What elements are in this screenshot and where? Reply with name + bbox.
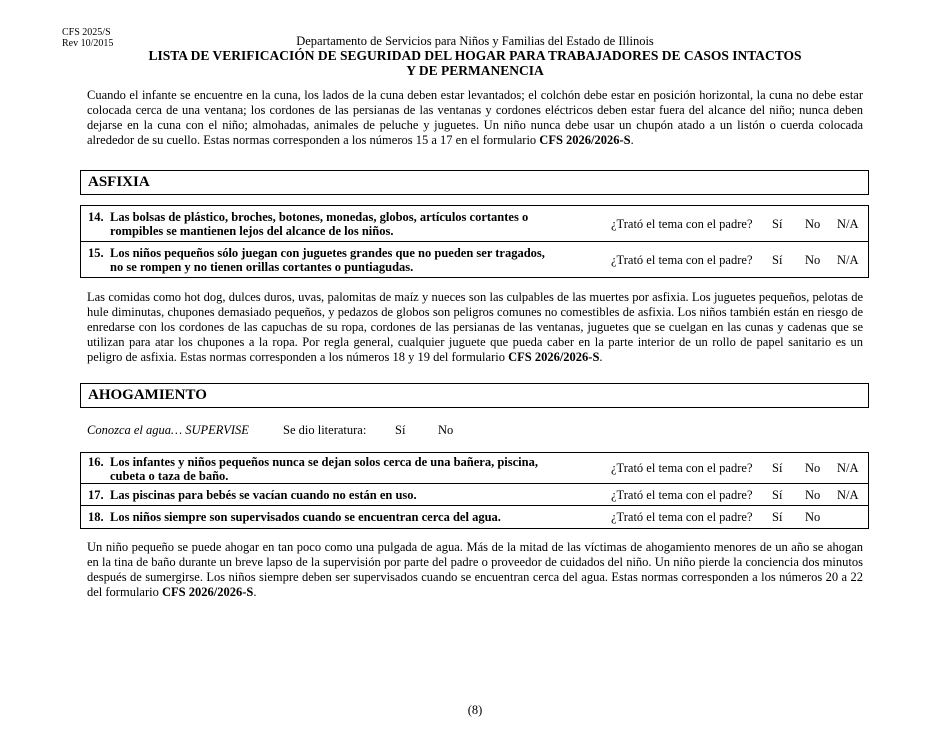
discussed-with-parent-label: ¿Trató el tema con el padre? [611,510,753,524]
checklist-row [81,242,868,277]
checklist-row [81,484,868,506]
section-heading-ahogamiento: AHOGAMIENTO [80,383,869,408]
option-yes[interactable]: Sí [772,461,783,475]
intro-form-ref: CFS 2026/2026-S [539,133,631,147]
question-text: Los infantes y niños pequeños nunca se dejan solos cerca de una bañera, piscina, cubeta o taza de baño. [110,455,538,483]
intro-end: . [630,133,634,147]
form-code: CFS 2025/S [62,27,111,38]
option-na[interactable]: N/A [837,488,859,502]
title-line-1: LISTA DE VERIFICACIÓN DE SEGURIDAD DEL HOGAR PARA TRABAJADORES DE CASOS INTACTOS [148,48,802,63]
question-number: 17. [88,488,104,502]
question-text: Los niños pequeños sólo juegan con juguetes grandes que no pueden ser tragados, no se rompen y no tienen orillas cortantes o puntiagudas. [110,246,545,274]
discussed-with-parent-label: ¿Trató el tema con el padre? [611,461,753,475]
discussed-with-parent-label: ¿Trató el tema con el padre? [611,488,753,502]
option-yes[interactable]: Sí [772,510,783,524]
option-no[interactable]: No [805,217,821,231]
asfixia-checklist [80,205,869,278]
asfixia-paragraph [87,290,863,365]
option-yes[interactable]: Sí [772,488,783,502]
question-number: 16. [88,455,104,469]
asfixia-text: Las comidas como hot dog, dulces duros, uvas, palomitas de maíz y nueces son las culpables de las muertes por asfixia. Los juguetes pequeños, pelotas de hule diminutas, chupones demasiado pequeños, y pedazos de globos son peligros comunes no comestibles de asfixia. Los niños también están en riesgo de enredarse con los cordones de las capuchas de su ropa, cordones de las persianas de las ventanas, juguetes que se cuelgan en las cunas y cadenas que se utilizan para atar los chupones a la ropa. Por regla general, cualquier juguete que pueda caber en la parte interior de un rollo de papel sanitario es un peligro de asfixia. Estas normas corresponden a los números 18 y 19 del formulario [87,290,863,364]
page-number: (8) [467,703,483,717]
ahogamiento-end: . [253,585,257,599]
checklist-row [81,206,868,242]
department-name: Departamento de Servicios para Niños y Familias del Estado de Illinois [296,34,654,48]
literature-yes[interactable]: Sí [395,423,406,437]
option-no[interactable]: No [805,461,821,475]
question-text: Las bolsas de plástico, broches, botones, monedas, globos, artículos cortantes o rompibles se mantienen lejos del alcance de los niños. [110,210,529,238]
option-na[interactable]: N/A [837,461,859,475]
question-text: Los niños siempre son supervisados cuando se encuentran cerca del agua. [110,510,501,524]
literature-no[interactable]: No [438,423,454,437]
question-number: 15. [88,246,104,260]
discussed-with-parent-label: ¿Trató el tema con el padre? [611,253,753,267]
page-title [0,48,950,78]
option-yes[interactable]: Sí [772,217,783,231]
intro-text: Cuando el infante se encuentre en la cuna, los lados de la cuna deben estar levantados; el colchón debe estar en posición horizontal, la cuna no debe estar colocada cerca de una ventana; los cordones de las persianas de las ventanas y cordones eléctricos deben estar fuera del alcance del niño; nunca deben dejarse en la cuna con el niño; almohadas, animales de peluche y juguetes. Un niño nunca debe usar un chupón atado a un listón o cuerda colocada alrededor de su cuello. Estas normas corresponden a los números 15 a 17 en el formulario [87,88,863,147]
option-no[interactable]: No [805,510,821,524]
discussed-with-parent-label: ¿Trató el tema con el padre? [611,217,753,231]
form-revision: Rev 10/2015 [62,38,114,49]
ahogamiento-form-ref: CFS 2026/2026-S [161,585,254,599]
checklist-row [81,453,868,484]
question-number: 14. [88,210,104,224]
asfixia-form-ref: CFS 2026/2026-S [508,350,600,364]
ahogamiento-checklist [80,452,869,529]
intro-paragraph [87,88,863,148]
option-no[interactable]: No [805,253,821,267]
title-line-2: Y DE PERMANENCIA [406,63,544,78]
option-no[interactable]: No [805,488,821,502]
option-yes[interactable]: Sí [772,253,783,267]
supervise-slogan: Conozca el agua… SUPERVISE [87,423,249,437]
literature-given-label: Se dio literatura: [283,423,367,437]
ahogamiento-text: Un niño pequeño se puede ahogar en tan poco como una pulgada de agua. Más de la mitad de las víctimas de ahogamiento menores de un año se ahogan en la tina de baño durante un breve lapso de la supervisión por parte del padre o proveedor de cuidados del niño. Un niño pierde la conciencia dos minutos después de sumergirse. Los niños siempre deben ser supervisados cuando se encuentran cerca del agua. Estas normas corresponden a los números 20 a 22 del formulario [87,540,863,599]
option-na[interactable]: N/A [837,217,859,231]
option-na[interactable]: N/A [837,253,859,267]
asfixia-end: . [599,350,603,364]
question-number: 18. [88,510,104,524]
section-heading-asfixia: ASFIXIA [80,170,869,195]
question-text: Las piscinas para bebés se vacían cuando no están en uso. [110,488,417,502]
ahogamiento-paragraph [87,540,863,600]
checklist-row [81,506,868,528]
